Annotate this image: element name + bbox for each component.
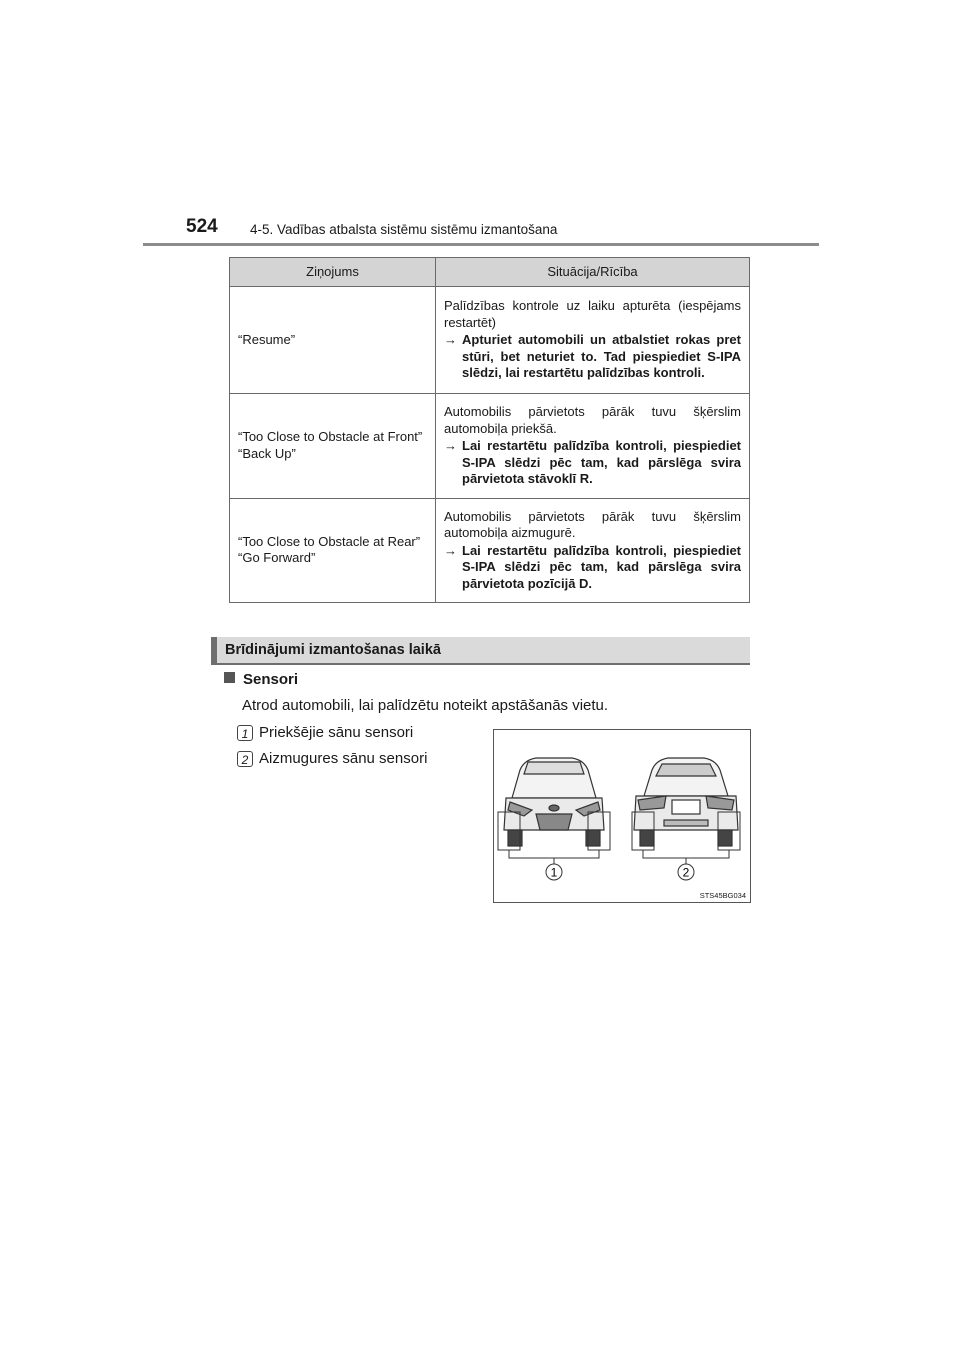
message-cell: “Resume” [230, 287, 436, 394]
sensors-intro: Atrod automobili, lai palīdzētu noteikt apstāšanās vietu. [242, 697, 609, 714]
column-header-situation: Situācija/Rīcība [436, 258, 750, 287]
page-number: 524 [186, 216, 218, 237]
figure-id: STS45BG034 [699, 891, 746, 900]
car-illustration [494, 730, 750, 902]
item-number-icon: 2 [237, 751, 253, 767]
arrow-icon: → [444, 542, 457, 558]
section-rule [211, 663, 750, 665]
column-header-message: Ziņojums [230, 258, 436, 287]
car-rear-view [634, 758, 738, 846]
action-step [444, 543, 741, 593]
list-item [237, 750, 427, 767]
item-number-icon: 1 [237, 725, 253, 741]
list-item-label: Aizmugures sānu sensori [259, 750, 428, 767]
situation-cell [436, 287, 750, 394]
table-row [230, 287, 750, 394]
situation-text: Automobilis pārvietots pārāk tuvu šķērslim automobiļa priekšā. [444, 404, 741, 436]
car-front-view [504, 758, 604, 846]
callout-label-1: 1 [550, 865, 558, 880]
table-row [230, 498, 750, 603]
callout-line-2 [643, 850, 729, 864]
sensor-figure [493, 729, 751, 903]
arrow-icon: → [444, 438, 457, 453]
situation-cell [436, 394, 750, 499]
situation-text: Automobilis pārvietots pārāk tuvu šķērslim automobiļa aizmugurē. [444, 508, 741, 540]
sensors-heading-text: Sensori [243, 671, 299, 688]
square-bullet-icon [224, 672, 235, 683]
header-rule [143, 243, 819, 246]
action-text: Lai restartētu palīdzība kontroli, piespiediet S-IPA slēdzi pēc tam, kad pārslēga svira pārvietota pozīcijā D. [462, 542, 741, 591]
message-cell: “Too Close to Obstacle at Front” “Back Up” [230, 394, 436, 499]
arrow-icon: → [444, 332, 457, 348]
table-header-row [230, 258, 750, 287]
section-title: Brīdinājumi izmantošanas laikā [211, 637, 750, 664]
callout-label-2: 2 [682, 865, 690, 880]
message-cell: “Too Close to Obstacle at Rear” “Go Forward” [230, 498, 436, 603]
chapter-title: 4-5. Vadības atbalsta sistēmu sistēmu izmantošana [250, 222, 558, 237]
action-step [444, 332, 741, 382]
action-text: Apturiet automobili un atbalstiet rokas pret stūri, bet neturiet to. Tad piespiediet S-IPA slēdzi, lai restartētu palīdzības kontroli. [462, 332, 741, 381]
situation-cell [436, 498, 750, 603]
action-step [444, 438, 741, 488]
list-item [237, 724, 413, 741]
table-row [230, 394, 750, 499]
action-text: Lai restartētu palīdzība kontroli, piespiediet S-IPA slēdzi pēc tam, kad pārslēga svira pārvietota stāvoklī R. [462, 438, 741, 486]
sensors-heading [224, 671, 298, 688]
situation-text: Palīdzības kontrole uz laiku apturēta (iespējams restartēt) [444, 298, 741, 330]
list-item-label: Priekšējie sānu sensori [259, 724, 414, 741]
messages-table [229, 257, 750, 603]
callout-line-1 [509, 850, 599, 864]
